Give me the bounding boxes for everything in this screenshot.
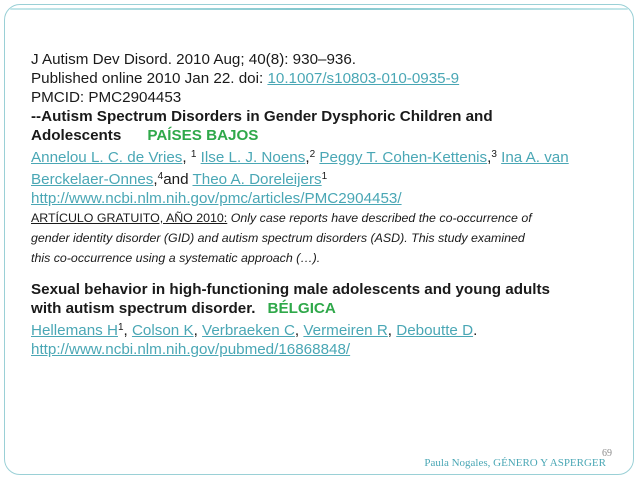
footer-author: Paula Nogales, GÉNERO Y ASPERGER — [424, 457, 606, 469]
author-link[interactable]: Verbraeken C — [202, 322, 295, 339]
author-link[interactable]: Vermeiren R — [303, 322, 388, 339]
author-link[interactable]: Annelou L. C. de Vries — [31, 149, 183, 166]
study2-title-line2 — [31, 299, 611, 318]
pmcid-line: PMCID: PMC2904453 — [31, 89, 182, 106]
abstract-line3 — [31, 248, 611, 268]
article-title-line1: --Autism Spectrum Disorders in Gender Dysphoric Children and — [31, 108, 493, 125]
article-title-end: Adolescents — [31, 127, 122, 144]
authors-line2: Berckelaer-Onnes,$^4$and Theo A. Doreleijers$^1$ — [31, 171, 328, 188]
abstract-line1 — [31, 208, 611, 228]
abstract-line2 — [31, 228, 611, 248]
article-url-line — [31, 189, 611, 208]
author-affiliation: 3 — [491, 149, 497, 160]
author-affiliation: 1 — [117, 322, 124, 333]
author-link[interactable]: Hellemans H — [31, 322, 118, 339]
study2-title-line1: Sexual behavior in high-functioning male adolescents and young adults — [31, 281, 550, 298]
and-word: and — [163, 171, 189, 188]
published-line — [31, 69, 611, 88]
article-title-line2 — [31, 126, 611, 145]
slide-content — [31, 50, 611, 359]
page-number: 69 — [602, 448, 612, 459]
published-prefix: Published online 2010 Jan 22. doi: — [31, 70, 268, 87]
authors-line1: Annelou L. C. de Vries, $^1$ Ilse L. J. Noens,$^2$ Peggy T. Cohen-Kettenis,$^3$ Ina A. van — [31, 149, 569, 166]
author-link[interactable]: Colson K — [131, 322, 194, 339]
study2-url-line — [31, 340, 611, 359]
study2-url-link[interactable]: http://www.ncbi.nlm.nih.gov/pubmed/16868848/ — [31, 341, 351, 358]
abstract-text: Only case reports have described the co-occurrence of — [230, 211, 532, 225]
author-link[interactable]: Peggy T. Cohen-Kettenis — [319, 149, 488, 166]
author-affiliation: 4 — [157, 171, 164, 182]
section-gap — [31, 268, 611, 280]
study2-title-end: with autism spectrum disorder. — [31, 300, 256, 317]
author-link[interactable]: Deboutte D — [396, 322, 474, 339]
author-link[interactable]: Ilse L. J. Noens — [200, 149, 306, 166]
author-affiliation: 2 — [309, 149, 316, 160]
author-link[interactable]: Berckelaer-Onnes — [31, 171, 154, 188]
author-link[interactable]: Ina A. van — [501, 149, 569, 166]
free-article-label: ARTÍCULO GRATUITO, AÑO 2010: — [31, 211, 228, 225]
doi-link[interactable]: 10.1007/s10803-010-0935-9 — [267, 70, 460, 87]
author-link[interactable]: Theo A. Doreleijers — [192, 171, 322, 188]
author-affiliation: 1 — [190, 149, 197, 160]
study2-authors-line: Hellemans $H^1$, Colson K, Verbraeken C, Vermeiren R, Deboutte D. — [31, 322, 478, 339]
journal-line: J Autism Dev Disord. 2010 Aug; 40(8): 930–936. — [31, 51, 357, 68]
article-url-link[interactable]: http://www.ncbi.nlm.nih.gov/pmc/articles/PMC2904453/ — [31, 190, 402, 207]
country-label-belgium: BÉLGICA — [267, 300, 336, 317]
author-affiliation: 1 — [321, 171, 328, 182]
country-label-netherlands: PAÍSES BAJOS — [147, 127, 259, 144]
abstract-text: this co-occurrence using a systematic approach (…). — [31, 251, 321, 265]
top-decorative-line — [10, 8, 628, 10]
abstract-text: gender identity disorder (GID) and autism spectrum disorders (ASD). This study examined — [31, 231, 525, 245]
